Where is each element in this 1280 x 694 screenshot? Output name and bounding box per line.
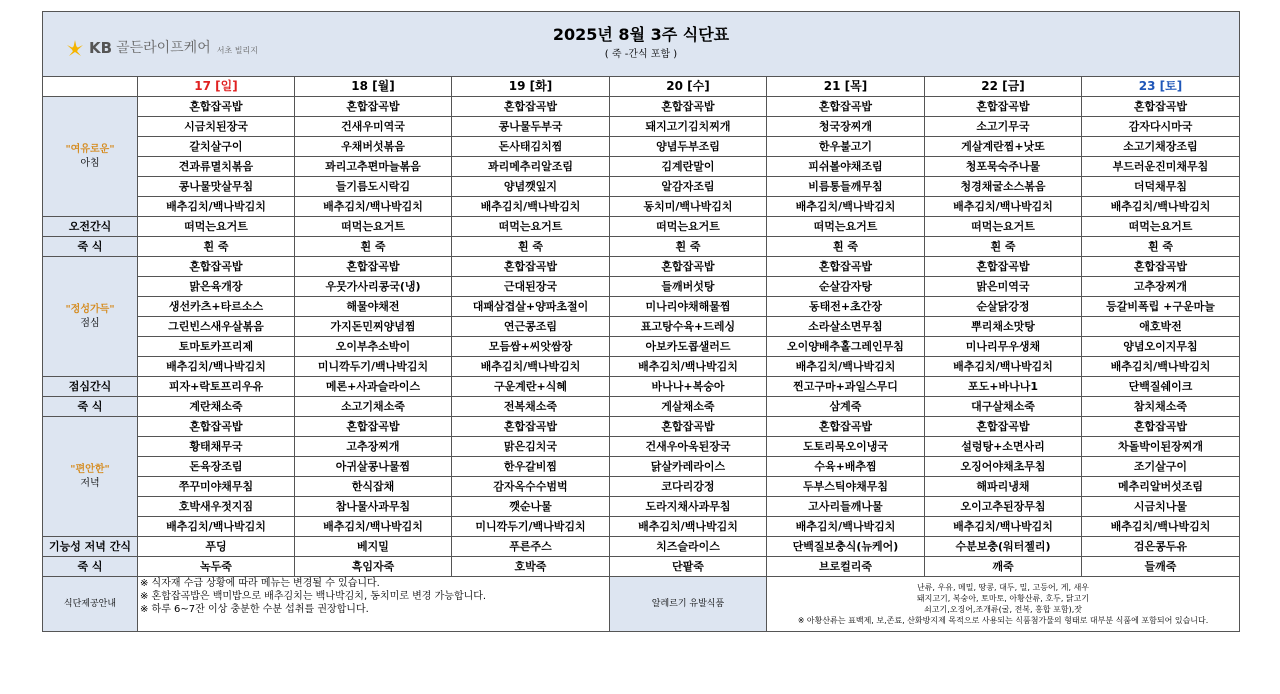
day-header: 23 [토] xyxy=(1082,77,1240,97)
menu-item: 배추김치/백나박김치 xyxy=(610,517,767,537)
menu-item: 흰 죽 xyxy=(138,237,295,257)
menu-item: 배추김치/백나박김치 xyxy=(295,197,452,217)
menu-item: 흑임자죽 xyxy=(295,557,452,577)
menu-item: 배추김치/백나박김치 xyxy=(767,197,925,217)
menu-item: 혼합잡곡밥 xyxy=(452,97,610,117)
menu-item: 고추장찌개 xyxy=(295,437,452,457)
evening-snack-row xyxy=(43,537,1240,557)
menu-item: 애호박전 xyxy=(1082,317,1240,337)
menu-item: 생선카츠+타르소스 xyxy=(138,297,295,317)
menu-item: 근대된장국 xyxy=(452,277,610,297)
menu-item: 소라살소면무침 xyxy=(767,317,925,337)
porridge_1-label: 죽 식 xyxy=(43,237,138,257)
dinner-label-cell xyxy=(43,417,138,537)
menu-item: 그린빈스새우살볶음 xyxy=(138,317,295,337)
dinner-menu-row xyxy=(43,477,1240,497)
menu-item: 고사리들깨나물 xyxy=(767,497,925,517)
menu-item: 맑은육개장 xyxy=(138,277,295,297)
porridge-row-2 xyxy=(43,397,1240,417)
day-header: 17 [일] xyxy=(138,77,295,97)
menu-item: 브로컬리죽 xyxy=(767,557,925,577)
corner-cell xyxy=(43,77,138,97)
menu-item: 양념오이지무침 xyxy=(1082,337,1240,357)
menu-item: 수육+배추찜 xyxy=(767,457,925,477)
menu-item: 배추김치/백나박김치 xyxy=(925,197,1082,217)
menu-item: 시금치나물 xyxy=(1082,497,1240,517)
page-title: 2025년 8월 3주 식단표 xyxy=(552,25,730,44)
breakfast-menu-row xyxy=(43,157,1240,177)
menu-item: 청국장찌개 xyxy=(767,117,925,137)
menu-item: 흰 죽 xyxy=(452,237,610,257)
logo-company-name: 골든라이프케어 xyxy=(116,40,211,56)
menu-item: 알감자조림 xyxy=(610,177,767,197)
menu-item: 떠먹는요거트 xyxy=(295,217,452,237)
menu-item: 오이양배추홀그레인무침 xyxy=(767,337,925,357)
menu-item: 흰 죽 xyxy=(925,237,1082,257)
weekly-menu-table xyxy=(42,11,1240,632)
menu-item: 더덕채무침 xyxy=(1082,177,1240,197)
menu-item: 혼합잡곡밥 xyxy=(767,97,925,117)
menu-item: 감자다시마국 xyxy=(1082,117,1240,137)
logo-kb-text: KB xyxy=(89,39,113,57)
kb-logo xyxy=(65,37,258,60)
menu-item: 떠먹는요거트 xyxy=(452,217,610,237)
menu-item: 혼합잡곡밥 xyxy=(767,417,925,437)
menu-item: 찐고구마+과일스무디 xyxy=(767,377,925,397)
menu-item: 우채버섯볶음 xyxy=(295,137,452,157)
menu-item: 오이부추소박이 xyxy=(295,337,452,357)
menu-item: 떠먹는요거트 xyxy=(767,217,925,237)
menu-item: 피자+락토프리우유 xyxy=(138,377,295,397)
dinner-menu-row xyxy=(43,457,1240,477)
menu-item: 미나리무우생채 xyxy=(925,337,1082,357)
lunch-menu-row xyxy=(43,317,1240,337)
footer-row xyxy=(43,577,1240,632)
menu-item: 감자옥수수범벅 xyxy=(452,477,610,497)
menu-item: 청포묵숙주나물 xyxy=(925,157,1082,177)
menu-item: 양념두부조림 xyxy=(610,137,767,157)
lunch-menu-row xyxy=(43,257,1240,277)
menu-item: 흰 죽 xyxy=(295,237,452,257)
dinner-menu-row xyxy=(43,437,1240,457)
menu-item: 소고기무국 xyxy=(925,117,1082,137)
menu-item: 들깨버섯탕 xyxy=(610,277,767,297)
menu-header xyxy=(43,12,1240,77)
menu-item: 단백질보충식(뉴케어) xyxy=(767,537,925,557)
menu-item: 수분보충(워터젤리) xyxy=(925,537,1082,557)
menu-item: 떠먹는요거트 xyxy=(1082,217,1240,237)
menu-item: 콩나물두부국 xyxy=(452,117,610,137)
menu-item: 혼합잡곡밥 xyxy=(1082,417,1240,437)
menu-item: 동태전+초간장 xyxy=(767,297,925,317)
menu-item: 흰 죽 xyxy=(767,237,925,257)
menu-item: 갈치살구이 xyxy=(138,137,295,157)
lunch-label-cell xyxy=(43,257,138,377)
menu-item: 혼합잡곡밥 xyxy=(452,417,610,437)
menu-item: 바나나+복숭아 xyxy=(610,377,767,397)
menu-item: 비름통들깨무침 xyxy=(767,177,925,197)
menu-item: 해파리냉채 xyxy=(925,477,1082,497)
allergen-line: 쇠고기,오징어,조개류(굴, 전복, 홍합 포함),잣 xyxy=(924,605,1082,614)
menu-item: 깨죽 xyxy=(925,557,1082,577)
menu-item: 설렁탕+소면사리 xyxy=(925,437,1082,457)
porridge-row-3 xyxy=(43,557,1240,577)
day-header: 20 [수] xyxy=(610,77,767,97)
menu-item: 맑은김치국 xyxy=(452,437,610,457)
dinner-menu-row xyxy=(43,517,1240,537)
menu-item: 배추김치/백나박김치 xyxy=(452,357,610,377)
menu-item: 오이고추된장무침 xyxy=(925,497,1082,517)
menu-item: 혼합잡곡밥 xyxy=(767,257,925,277)
lunch-menu-row xyxy=(43,297,1240,317)
menu-item: 해물야채전 xyxy=(295,297,452,317)
menu-item: 양념깻잎지 xyxy=(452,177,610,197)
menu-item: 아귀살콩나물찜 xyxy=(295,457,452,477)
menu-item: 혼합잡곡밥 xyxy=(138,417,295,437)
menu-item: 떠먹는요거트 xyxy=(138,217,295,237)
menu-item: 혼합잡곡밥 xyxy=(610,417,767,437)
day-header-row xyxy=(43,77,1240,97)
menu-item: 배추김치/백나박김치 xyxy=(138,357,295,377)
menu-item: 건새우아욱된장국 xyxy=(610,437,767,457)
allergen-line: 돼지고기, 복숭아, 토마토, 아황산류, 호두, 닭고기 xyxy=(916,594,1090,603)
menu-item: 꽈리고추편마늘볶음 xyxy=(295,157,452,177)
notice-line: ※ 혼합잡곡밥은 백미밥으로 배추김치는 백나박김치, 동치미로 변경 가능합니다. xyxy=(140,591,487,602)
notice-block xyxy=(138,577,610,632)
menu-item: 고추장찌개 xyxy=(1082,277,1240,297)
menu-item: 미니깍두기/백나박김치 xyxy=(452,517,610,537)
menu-item: 참치채소죽 xyxy=(1082,397,1240,417)
menu-item: 검은콩두유 xyxy=(1082,537,1240,557)
menu-item: 순살감자탕 xyxy=(767,277,925,297)
menu-item: 한식잡채 xyxy=(295,477,452,497)
menu-item: 게살계란찜+낫또 xyxy=(925,137,1082,157)
menu-item: 배추김치/백나박김치 xyxy=(1082,517,1240,537)
breakfast-label-cell xyxy=(43,97,138,217)
afternoon-snack-row xyxy=(43,377,1240,397)
afternoon_snack-label: 점심간식 xyxy=(43,377,138,397)
menu-item: 혼합잡곡밥 xyxy=(295,97,452,117)
menu-item: 닭살카레라이스 xyxy=(610,457,767,477)
menu-item: 오징어야채초무침 xyxy=(925,457,1082,477)
dinner-menu-row xyxy=(43,497,1240,517)
menu-item: 부드러운진미채무침 xyxy=(1082,157,1240,177)
menu-item: 도라지채사과무침 xyxy=(610,497,767,517)
day-header: 22 [금] xyxy=(925,77,1082,97)
menu-item: 배추김치/백나박김치 xyxy=(610,357,767,377)
menu-item: 표고탕수육+드레싱 xyxy=(610,317,767,337)
menu-item: 단팥죽 xyxy=(610,557,767,577)
menu-item: 도토리묵오이냉국 xyxy=(767,437,925,457)
menu-item: 구운계란+식혜 xyxy=(452,377,610,397)
menu-item: 연근콩조림 xyxy=(452,317,610,337)
allergen-label: 알레르기 유발식품 xyxy=(610,577,767,632)
menu-item: 혼합잡곡밥 xyxy=(610,257,767,277)
menu-item: 떠먹는요거트 xyxy=(610,217,767,237)
allergen-list xyxy=(767,577,1240,632)
menu-item: 계란채소죽 xyxy=(138,397,295,417)
menu-item: 치즈슬라이스 xyxy=(610,537,767,557)
menu-item: 뿌리채소맛탕 xyxy=(925,317,1082,337)
menu-item: 황태채무국 xyxy=(138,437,295,457)
menu-item: 배추김치/백나박김치 xyxy=(767,517,925,537)
breakfast-menu-row xyxy=(43,137,1240,157)
breakfast-menu-row xyxy=(43,177,1240,197)
allergen-line: 난류, 우유, 메밀, 땅콩, 대두, 밀, 고등어, 게, 새우 xyxy=(916,583,1090,592)
menu-item: 차돌박이된장찌개 xyxy=(1082,437,1240,457)
menu-item: 게살채소죽 xyxy=(610,397,767,417)
menu-item: 단백질쉐이크 xyxy=(1082,377,1240,397)
menu-item: 순살닭강정 xyxy=(925,297,1082,317)
lunch-menu-row xyxy=(43,357,1240,377)
menu-item: 배추김치/백나박김치 xyxy=(925,357,1082,377)
menu-item: 건새우미역국 xyxy=(295,117,452,137)
menu-item: 포도+바나나1 xyxy=(925,377,1082,397)
menu-item: 떠먹는요거트 xyxy=(925,217,1082,237)
menu-item: 메추리알버섯조림 xyxy=(1082,477,1240,497)
menu-item: 들기름도시락김 xyxy=(295,177,452,197)
menu-item: 혼합잡곡밥 xyxy=(1082,97,1240,117)
dinner-label: 저녁 xyxy=(80,477,100,489)
porridge_2-label: 죽 식 xyxy=(43,397,138,417)
porridge_3-label: 죽 식 xyxy=(43,557,138,577)
day-header: 19 [화] xyxy=(452,77,610,97)
menu-item: 전복채소죽 xyxy=(452,397,610,417)
lunch-label: 점심 xyxy=(80,317,100,329)
menu-item: 돈사태김치찜 xyxy=(452,137,610,157)
menu-item: 꽈리메추리알조림 xyxy=(452,157,610,177)
menu-item: 혼합잡곡밥 xyxy=(452,257,610,277)
day-header: 18 [월] xyxy=(295,77,452,97)
page-subtitle: ( 죽 -간식 포함 ) xyxy=(604,49,678,60)
menu-item: 배추김치/백나박김치 xyxy=(452,197,610,217)
menu-item: 혼합잡곡밥 xyxy=(925,257,1082,277)
menu-item: 녹두죽 xyxy=(138,557,295,577)
menu-item: 소고기채소죽 xyxy=(295,397,452,417)
menu-item: 우뭇가사리콩국(냉) xyxy=(295,277,452,297)
menu-item: 흰 죽 xyxy=(610,237,767,257)
menu-item: 혼합잡곡밥 xyxy=(925,417,1082,437)
menu-item: 푸른주스 xyxy=(452,537,610,557)
menu-item: 참나물사과무침 xyxy=(295,497,452,517)
lunch-label-quote: "정성가득" xyxy=(65,303,115,315)
breakfast-menu-row xyxy=(43,197,1240,217)
breakfast-label: 아침 xyxy=(80,157,100,169)
menu-item: 혼합잡곡밥 xyxy=(138,97,295,117)
info-label: 식단제공안내 xyxy=(43,577,138,632)
menu-item: 콩나물맛살무침 xyxy=(138,177,295,197)
menu-item: 배추김치/백나박김치 xyxy=(138,517,295,537)
menu-item: 미니깍두기/백나박김치 xyxy=(295,357,452,377)
breakfast-label-quote: "여유로운" xyxy=(65,143,115,155)
menu-item: 대패삼겹살+양파초절이 xyxy=(452,297,610,317)
evening_snack-label: 기능성 저녁 간식 xyxy=(43,537,138,557)
menu-item: 돼지고기김치찌개 xyxy=(610,117,767,137)
menu-item: 혼합잡곡밥 xyxy=(1082,257,1240,277)
menu-item: 등갈비폭립 +구운마늘 xyxy=(1082,297,1240,317)
menu-item: 소고기채장조림 xyxy=(1082,137,1240,157)
menu-item: 배추김치/백나박김치 xyxy=(138,197,295,217)
menu-item: 호박새우젓지짐 xyxy=(138,497,295,517)
menu-item: 두부스틱야채무침 xyxy=(767,477,925,497)
menu-item: 돈육장조림 xyxy=(138,457,295,477)
menu-item: 혼합잡곡밥 xyxy=(925,97,1082,117)
menu-item: 견과류멸치볶음 xyxy=(138,157,295,177)
notice-line: ※ 하루 6~7잔 이상 충분한 수분 섭취를 권장합니다. xyxy=(140,604,369,615)
menu-item: 아보카도콥샐러드 xyxy=(610,337,767,357)
menu-item: 배추김치/백나박김치 xyxy=(767,357,925,377)
menu-item: 배추김치/백나박김치 xyxy=(1082,197,1240,217)
menu-item: 배추김치/백나박김치 xyxy=(1082,357,1240,377)
menu-item: 가지돈민찌양념찜 xyxy=(295,317,452,337)
menu-item: 베지밀 xyxy=(295,537,452,557)
porridge-row-1 xyxy=(43,237,1240,257)
menu-item: 배추김치/백나박김치 xyxy=(925,517,1082,537)
menu-item: 청경채굴소스볶음 xyxy=(925,177,1082,197)
morning-snack-row xyxy=(43,217,1240,237)
menu-item: 조기살구이 xyxy=(1082,457,1240,477)
menu-item: 깻순나물 xyxy=(452,497,610,517)
allergen-line: ※ 아황산류는 표백제, 보,존료, 산화방지제 목적으로 사용되는 식품첨가물의 형태로 대부분 식품에 포함되어 있습니다. xyxy=(797,616,1209,625)
menu-item: 토마토카프리제 xyxy=(138,337,295,357)
kb-star-icon xyxy=(65,39,85,59)
menu-item: 한우불고기 xyxy=(767,137,925,157)
menu-item: 푸딩 xyxy=(138,537,295,557)
menu-item: 미나리야채해물찜 xyxy=(610,297,767,317)
notice-line: ※ 식자재 수급 상황에 따라 메뉴는 변경될 수 있습니다. xyxy=(140,578,380,589)
menu-item: 혼합잡곡밥 xyxy=(295,417,452,437)
morning_snack-label: 오전간식 xyxy=(43,217,138,237)
menu-item: 혼합잡곡밥 xyxy=(295,257,452,277)
day-header: 21 [목] xyxy=(767,77,925,97)
menu-item: 한우갈비찜 xyxy=(452,457,610,477)
lunch-menu-row xyxy=(43,277,1240,297)
logo-branch-name: 서초 빌리지 xyxy=(216,46,258,55)
menu-item: 맑은미역국 xyxy=(925,277,1082,297)
menu-item: 삼계죽 xyxy=(767,397,925,417)
menu-item: 혼합잡곡밥 xyxy=(610,97,767,117)
breakfast-menu-row xyxy=(43,97,1240,117)
menu-item: 호박죽 xyxy=(452,557,610,577)
menu-item: 혼합잡곡밥 xyxy=(138,257,295,277)
menu-item: 시금치된장국 xyxy=(138,117,295,137)
menu-item: 대구살채소죽 xyxy=(925,397,1082,417)
menu-item: 김계란말이 xyxy=(610,157,767,177)
menu-item: 흰 죽 xyxy=(1082,237,1240,257)
menu-item: 들깨죽 xyxy=(1082,557,1240,577)
dinner-menu-row xyxy=(43,417,1240,437)
menu-item: 동치미/백나박김치 xyxy=(610,197,767,217)
lunch-menu-row xyxy=(43,337,1240,357)
menu-item: 쭈꾸미야채무침 xyxy=(138,477,295,497)
dinner-label-quote: "편안한" xyxy=(70,463,110,475)
menu-item: 모듬쌈+씨앗쌈장 xyxy=(452,337,610,357)
menu-item: 메론+사과슬라이스 xyxy=(295,377,452,397)
menu-item: 코다리강정 xyxy=(610,477,767,497)
menu-item: 피쉬볼야채조림 xyxy=(767,157,925,177)
breakfast-menu-row xyxy=(43,117,1240,137)
menu-item: 배추김치/백나박김치 xyxy=(295,517,452,537)
